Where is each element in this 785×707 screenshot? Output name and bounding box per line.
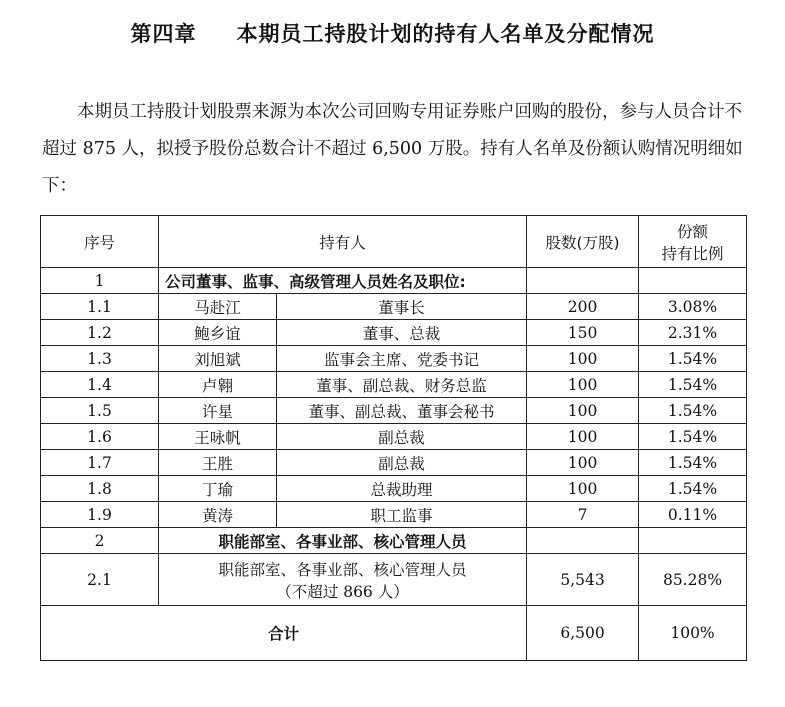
intro-paragraph: 本期员工持股计划股票来源为本次公司回购专用证券账户回购的股份，参与人员合计不超过 875 人，拟授予股份总数合计不超过 6,500 万股。持有人名单及份额认购情况明细如下： xyxy=(42,102,743,196)
row-ratio: 1.54% xyxy=(639,398,747,424)
header-ratio-line2: 持有比例 xyxy=(661,244,724,263)
row-ratio: 1.54% xyxy=(639,346,747,372)
row-shares: 100 xyxy=(527,424,639,450)
row-shares: 100 xyxy=(527,346,639,372)
row-name: 黄涛 xyxy=(159,502,277,528)
row-index: 1.2 xyxy=(41,320,159,346)
row-ratio: 2.31% xyxy=(639,320,747,346)
group-row xyxy=(41,268,747,294)
row-index: 1.4 xyxy=(41,372,159,398)
total-ratio: 100% xyxy=(639,606,747,661)
row-position: 副总裁 xyxy=(277,424,527,450)
row-position: 董事、总裁 xyxy=(277,320,527,346)
row-shares: 150 xyxy=(527,320,639,346)
row-holder xyxy=(159,554,527,606)
chapter-heading xyxy=(0,18,785,48)
row-shares: 200 xyxy=(527,294,639,320)
row-position: 董事长 xyxy=(277,294,527,320)
group-index: 1 xyxy=(41,268,159,294)
row-name: 马赴江 xyxy=(159,294,277,320)
header-ratio xyxy=(639,216,747,268)
row-index: 1.6 xyxy=(41,424,159,450)
row-index: 1.5 xyxy=(41,398,159,424)
row-position: 董事、副总裁、董事会秘书 xyxy=(277,398,527,424)
row-shares: 5,543 xyxy=(527,554,639,606)
table-header-row xyxy=(41,216,747,268)
holder-rows xyxy=(41,294,747,528)
table-row xyxy=(41,346,747,372)
row-ratio: 0.11% xyxy=(639,502,747,528)
row-position: 董事、副总裁、财务总监 xyxy=(277,372,527,398)
row-ratio: 3.08% xyxy=(639,294,747,320)
chapter-number: 第四章 xyxy=(130,22,197,46)
row-name: 王胜 xyxy=(159,450,277,476)
row-index: 1.1 xyxy=(41,294,159,320)
total-shares: 6,500 xyxy=(527,606,639,661)
table-row xyxy=(41,502,747,528)
row-index: 1.8 xyxy=(41,476,159,502)
group-label: 职能部室、各事业部、核心管理人员 xyxy=(159,528,527,554)
row-position: 副总裁 xyxy=(277,450,527,476)
group-row xyxy=(41,528,747,554)
table-row xyxy=(41,320,747,346)
group-ratio-empty xyxy=(639,528,747,554)
table-row xyxy=(41,372,747,398)
header-ratio-line1: 份额 xyxy=(677,222,709,241)
row-position: 监事会主席、党委书记 xyxy=(277,346,527,372)
row-shares: 7 xyxy=(527,502,639,528)
row-position: 总裁助理 xyxy=(277,476,527,502)
total-row xyxy=(41,606,747,661)
row-shares: 100 xyxy=(527,398,639,424)
row-index: 2.1 xyxy=(41,554,159,606)
header-shares: 股数(万股) xyxy=(527,216,639,268)
row-holder-line2: （不超过 866 人） xyxy=(276,582,409,601)
group-shares-empty xyxy=(527,268,639,294)
row-shares: 100 xyxy=(527,476,639,502)
group-index: 2 xyxy=(41,528,159,554)
row-name: 许星 xyxy=(159,398,277,424)
row-shares: 100 xyxy=(527,450,639,476)
row-ratio: 85.28% xyxy=(639,554,747,606)
header-index: 序号 xyxy=(41,216,159,268)
row-ratio: 1.54% xyxy=(639,372,747,398)
group-ratio-empty xyxy=(639,268,747,294)
row-holder-line1: 职能部室、各事业部、核心管理人员 xyxy=(218,560,467,579)
holder-table xyxy=(40,215,747,661)
row-name: 刘旭斌 xyxy=(159,346,277,372)
row-shares: 100 xyxy=(527,372,639,398)
table-row xyxy=(41,554,747,606)
row-index: 1.9 xyxy=(41,502,159,528)
row-index: 1.7 xyxy=(41,450,159,476)
row-ratio: 1.54% xyxy=(639,450,747,476)
table-row xyxy=(41,476,747,502)
row-name: 鲍乡谊 xyxy=(159,320,277,346)
group-shares-empty xyxy=(527,528,639,554)
group-label: 公司董事、监事、高级管理人员姓名及职位: xyxy=(159,268,527,294)
table-row xyxy=(41,294,747,320)
header-holder: 持有人 xyxy=(159,216,527,268)
table-row xyxy=(41,450,747,476)
row-name: 丁瑜 xyxy=(159,476,277,502)
table-row xyxy=(41,424,747,450)
table-row xyxy=(41,398,747,424)
row-name: 王咏帆 xyxy=(159,424,277,450)
row-name: 卢翱 xyxy=(159,372,277,398)
row-ratio: 1.54% xyxy=(639,424,747,450)
total-label: 合计 xyxy=(41,606,527,661)
row-ratio: 1.54% xyxy=(639,476,747,502)
row-index: 1.3 xyxy=(41,346,159,372)
row-position: 职工监事 xyxy=(277,502,527,528)
chapter-title: 本期员工持股计划的持有人名单及分配情况 xyxy=(236,22,655,46)
